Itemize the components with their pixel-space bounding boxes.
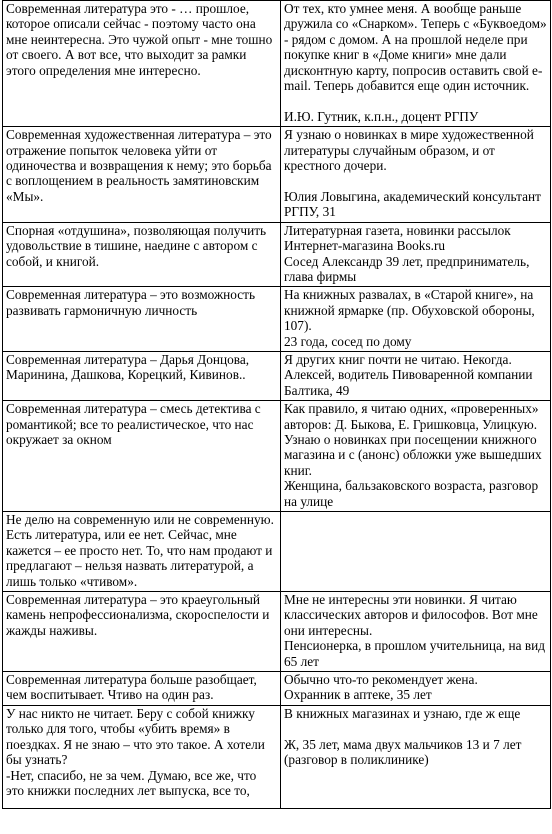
source-cell: От тех, кто умнее меня. А вообще раньше дружила со «Снарком». Теперь с «Буквоедом» - рядом с домом. А на прошлой неделе при покупке книг в «Доме книги» мне дали дисконтную карту, попросив оставить свой e-mail. Теперь добавится еще один источник. И.Ю. Гутник, к.п.н., доцент РГПУ: [281, 1, 551, 127]
table-row: [3, 512, 551, 592]
table-row: [3, 287, 551, 352]
table-row: [3, 127, 551, 222]
definition-cell: Современная художественная литература – это отражение попыток человека уйти от одиночества и возвращения к нему; это борьба с воплощением в реальность замятиновским «Мы».: [3, 127, 281, 222]
source-cell: Обычно что-то рекомендует жена. Охранник в аптеке, 35 лет: [281, 672, 551, 706]
source-cell: [281, 512, 551, 592]
table-row: [3, 401, 551, 512]
table-row: [3, 1, 551, 127]
source-cell: На книжных развалах, в «Старой книге», на книжной ярмарке (пр. Обуховской обороны, 107). 23 года, сосед по дому: [281, 287, 551, 352]
table-row: [3, 672, 551, 706]
survey-table: [2, 0, 551, 809]
source-cell: Мне не интересны эти новинки. Я читаю классических авторов и философов. Вот мне они интересны. Пенсионерка, в прошлом учительница, на вид 65 лет: [281, 592, 551, 672]
definition-cell: Не делю на современную или не современную. Есть литература, или ее нет. Сейчас, мне кажется – ее просто нет. То, что нам продают и предлагают – нельзя назвать литературой, а лишь только «чтивом».: [3, 512, 281, 592]
definition-cell: Современная литература – смесь детектива с романтикой; все то реалистическое, что нас окружает за окном: [3, 401, 281, 512]
definition-cell: Современная литература – это возможность развивать гармоничную личность: [3, 287, 281, 352]
definition-cell: Современная литература больше разобщает, чем воспитывает. Чтиво на один раз.: [3, 672, 281, 706]
source-cell: Как правило, я читаю одних, «проверенных» авторов: Д. Быкова, Е. Гришковца, Улицкую. Узнаю о новинках при посещении книжного магазина и с (анонс) обложки уже вышедших книг. Женщина, бальзаковского возраста, разговор на улице: [281, 401, 551, 512]
table-row: [3, 222, 551, 287]
definition-cell: У нас никто не читает. Беру с собой книжку только для того, чтобы «убить время» в поездках. Я не знаю – что это такое. А хотели бы узнать? -Нет, спасибо, не за чем. Думаю, все же, что это книжки последних лет выпуска, все то,: [3, 705, 281, 808]
source-cell: В книжных магазинах и узнаю, где ж еще Ж, 35 лет, мама двух мальчиков 13 и 7 лет (разговор в поликлинике): [281, 705, 551, 808]
source-cell: Я узнаю о новинках в мире художественной литературы случайным образом, и от крестного дочери. Юлия Ловыгина, академический консультант РГПУ, 31: [281, 127, 551, 222]
source-cell: Я других книг почти не читаю. Некогда. Алексей, водитель Пивоваренной компании Балтика, 49: [281, 351, 551, 400]
table-row: [3, 592, 551, 672]
definition-cell: Спорная «отдушина», позволяющая получить удовольствие в тишине, наедине с автором с собой, и книгой.: [3, 222, 281, 287]
definition-cell: Современная литература это - … прошлое, которое описали сейчас - поэтому часто она мне неинтересна. Это чужой опыт - мне тошно от своего. А вот все, что выходит за рамки этого определения мне интересно.: [3, 1, 281, 127]
definition-cell: Современная литература – Дарья Донцова, Маринина, Дашкова, Корецкий, Кивинов..: [3, 351, 281, 400]
source-cell: Литературная газета, новинки рассылок Интернет-магазина Books.ru Сосед Александр 39 лет, предприниматель, глава фирмы: [281, 222, 551, 287]
definition-cell: Современная литература – это краеугольный камень непрофессионализма, скороспелости и жажды наживы.: [3, 592, 281, 672]
table-row: [3, 351, 551, 400]
table-row: [3, 705, 551, 808]
